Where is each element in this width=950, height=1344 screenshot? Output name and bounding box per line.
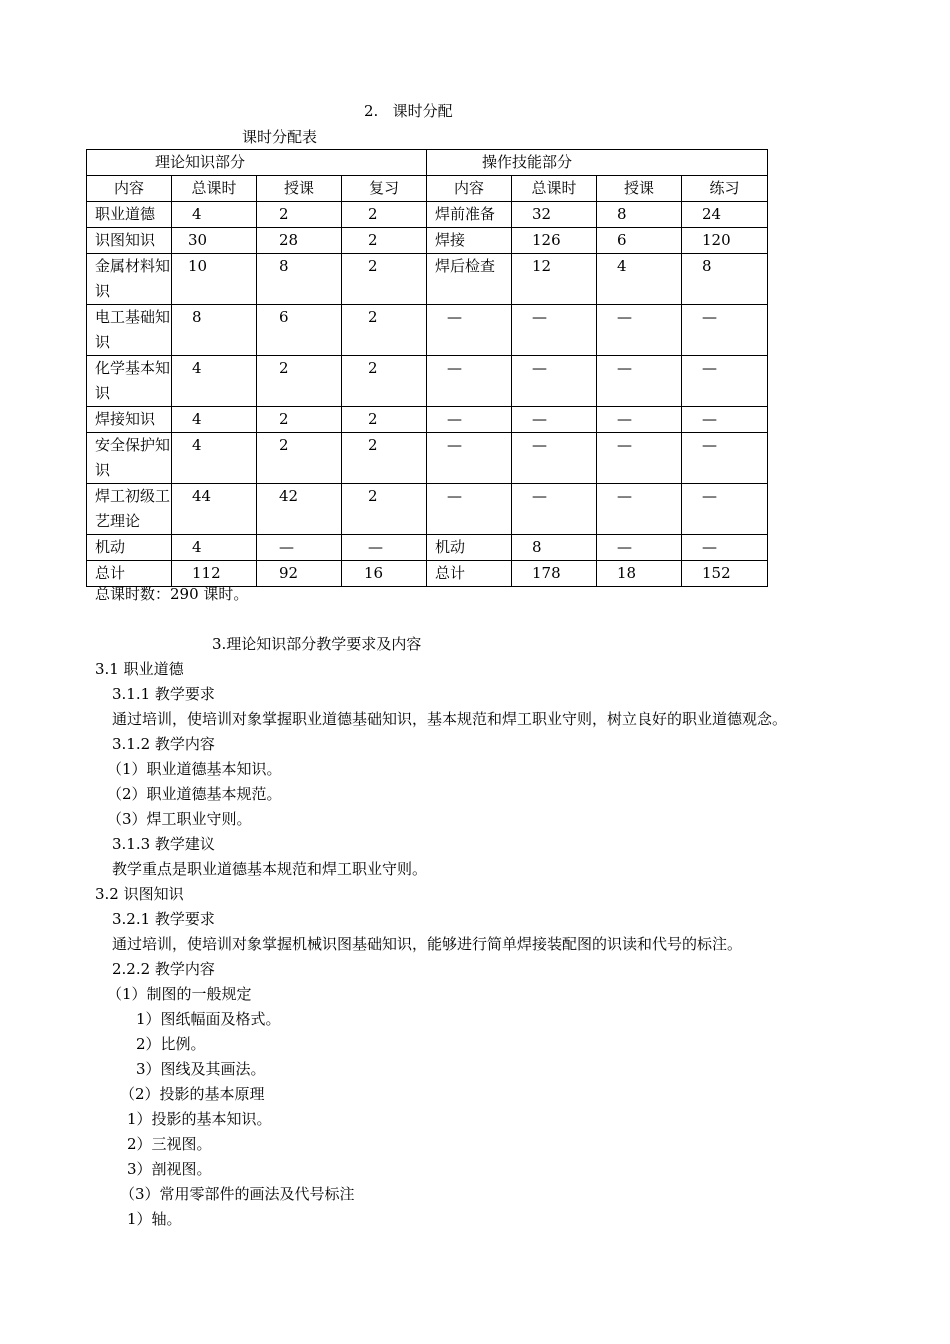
table-cell: —	[682, 433, 768, 484]
list-item: 1）轴。	[127, 1210, 182, 1228]
header-practice: 练习	[682, 176, 768, 202]
table-cell: —	[512, 484, 597, 535]
table-cell: 6	[257, 305, 342, 356]
table-cell: —	[597, 356, 682, 407]
table-cell: 42	[257, 484, 342, 535]
table-cell: 金属材料知识	[87, 254, 172, 305]
table-row	[87, 433, 768, 484]
table-cell: 126	[512, 228, 597, 254]
table-cell: 30	[172, 228, 257, 254]
table-cell: —	[512, 433, 597, 484]
section-title: 2. 课时分配	[364, 102, 453, 120]
table-cell: 32	[512, 202, 597, 228]
table-cell: —	[427, 407, 512, 433]
list-item: （2）投影的基本原理	[120, 1085, 265, 1103]
table-cell: —	[597, 305, 682, 356]
hours-allocation-table	[86, 149, 768, 587]
table-row	[87, 254, 768, 305]
group-theory-header: 理论知识部分	[87, 150, 427, 176]
header-total-hours: 总课时	[172, 176, 257, 202]
table-cell: 2	[342, 407, 427, 433]
table-cell: 机动	[87, 535, 172, 561]
table-cell: 2	[342, 228, 427, 254]
table-cell: —	[597, 433, 682, 484]
table-cell: 2	[342, 202, 427, 228]
heading-3-2: 3.2 识图知识	[95, 885, 184, 903]
table-cell: 8	[512, 535, 597, 561]
table-cell: —	[427, 356, 512, 407]
table-cell: —	[427, 484, 512, 535]
table-cell: 焊接知识	[87, 407, 172, 433]
table-cell: 2	[257, 433, 342, 484]
table-cell: 120	[682, 228, 768, 254]
table-row	[87, 484, 768, 535]
table-cell: 4	[172, 433, 257, 484]
header-content: 内容	[427, 176, 512, 202]
table-cell: 职业道德	[87, 202, 172, 228]
table-cell: 8	[597, 202, 682, 228]
table-cell: 2	[342, 433, 427, 484]
table-cell: 焊后检查	[427, 254, 512, 305]
table-cell: 2	[342, 305, 427, 356]
table-cell: 2	[342, 356, 427, 407]
table-cell: 4	[172, 407, 257, 433]
paragraph: 通过培训，使培训对象掌握机械识图基础知识，能够进行简单焊接装配图的识读和代号的标注。	[112, 935, 743, 953]
heading-3-1-2: 3.1.2 教学内容	[112, 735, 215, 753]
list-item: （3）常用零部件的画法及代号标注	[120, 1185, 355, 1203]
table-cell: —	[512, 356, 597, 407]
list-item: 3）剖视图。	[127, 1160, 212, 1178]
table-cell: 44	[172, 484, 257, 535]
table-row	[87, 202, 768, 228]
table-cell: 2	[342, 254, 427, 305]
table-cell: —	[682, 535, 768, 561]
list-item: 1）图纸幅面及格式。	[136, 1010, 281, 1028]
table-cell: 152	[682, 561, 768, 587]
table-cell: 4	[172, 356, 257, 407]
header-lecture: 授课	[597, 176, 682, 202]
table-row	[87, 228, 768, 254]
table-cell: 4	[172, 202, 257, 228]
table-cell: 8	[257, 254, 342, 305]
list-item: 3）图线及其画法。	[136, 1060, 266, 1078]
table-group-row	[87, 150, 768, 176]
table-cell: —	[682, 407, 768, 433]
table-cell: 安全保护知识	[87, 433, 172, 484]
table-total-row	[87, 561, 768, 587]
paragraph: 教学重点是职业道德基本规范和焊工职业守则。	[112, 860, 428, 878]
table-cell: 4	[172, 535, 257, 561]
table-cell: 2	[257, 202, 342, 228]
list-item: （1）职业道德基本知识。	[107, 760, 282, 778]
table-cell: 总计	[427, 561, 512, 587]
table-cell: 焊接	[427, 228, 512, 254]
table-caption: 课时分配表	[242, 128, 318, 146]
table-cell: 电工基础知识	[87, 305, 172, 356]
table-cell: —	[597, 484, 682, 535]
header-review: 复习	[342, 176, 427, 202]
table-cell: 18	[597, 561, 682, 587]
heading-3-1: 3.1 职业道德	[95, 660, 184, 678]
header-content: 内容	[87, 176, 172, 202]
table-cell: 24	[682, 202, 768, 228]
list-item: 2）比例。	[136, 1035, 206, 1053]
table-cell: 识图知识	[87, 228, 172, 254]
table-cell: 10	[172, 254, 257, 305]
list-item: 1）投影的基本知识。	[127, 1110, 272, 1128]
total-hours-note: 总课时数：290 课时。	[95, 585, 249, 603]
table-cell: —	[342, 535, 427, 561]
table-cell: 112	[172, 561, 257, 587]
heading-3-2-1: 3.2.1 教学要求	[112, 910, 215, 928]
table-cell: 焊前准备	[427, 202, 512, 228]
list-item: （3）焊工职业守则。	[107, 810, 252, 828]
table-cell: 8	[172, 305, 257, 356]
group-practice-header: 操作技能部分	[427, 150, 768, 176]
table-cell: 12	[512, 254, 597, 305]
table-cell: 化学基本知识	[87, 356, 172, 407]
table-row	[87, 356, 768, 407]
table-cell: 6	[597, 228, 682, 254]
table-cell: —	[682, 305, 768, 356]
table-cell: 2	[257, 407, 342, 433]
table-cell: 28	[257, 228, 342, 254]
section3-title: 3.理论知识部分教学要求及内容	[212, 635, 422, 653]
table-cell: 4	[597, 254, 682, 305]
table-cell: 2	[257, 356, 342, 407]
table-row	[87, 535, 768, 561]
table-cell: 总计	[87, 561, 172, 587]
table-row	[87, 305, 768, 356]
table-cell: 8	[682, 254, 768, 305]
heading-3-1-1: 3.1.1 教学要求	[112, 685, 215, 703]
paragraph: 通过培训，使培训对象掌握职业道德基础知识，基本规范和焊工职业守则，树立良好的职业道德观念。	[112, 710, 788, 728]
list-item: （1）制图的一般规定	[107, 985, 252, 1003]
table-cell: —	[682, 484, 768, 535]
table-header-row	[87, 176, 768, 202]
table-cell: —	[597, 407, 682, 433]
list-item: 2）三视图。	[127, 1135, 212, 1153]
list-item: （2）职业道德基本规范。	[107, 785, 282, 803]
table-cell: —	[682, 356, 768, 407]
table-cell: 92	[257, 561, 342, 587]
header-lecture: 授课	[257, 176, 342, 202]
table-cell: —	[512, 305, 597, 356]
header-total-hours: 总课时	[512, 176, 597, 202]
table-row	[87, 407, 768, 433]
heading-3-1-3: 3.1.3 教学建议	[112, 835, 215, 853]
table-cell: —	[427, 305, 512, 356]
table-cell: 2	[342, 484, 427, 535]
heading-2-2-2: 2.2.2 教学内容	[112, 960, 215, 978]
table-cell: —	[427, 433, 512, 484]
table-cell: 16	[342, 561, 427, 587]
table-cell: —	[597, 535, 682, 561]
table-cell: 焊工初级工艺理论	[87, 484, 172, 535]
table-cell: —	[512, 407, 597, 433]
table-cell: 178	[512, 561, 597, 587]
table-cell: 机动	[427, 535, 512, 561]
table-cell: —	[257, 535, 342, 561]
